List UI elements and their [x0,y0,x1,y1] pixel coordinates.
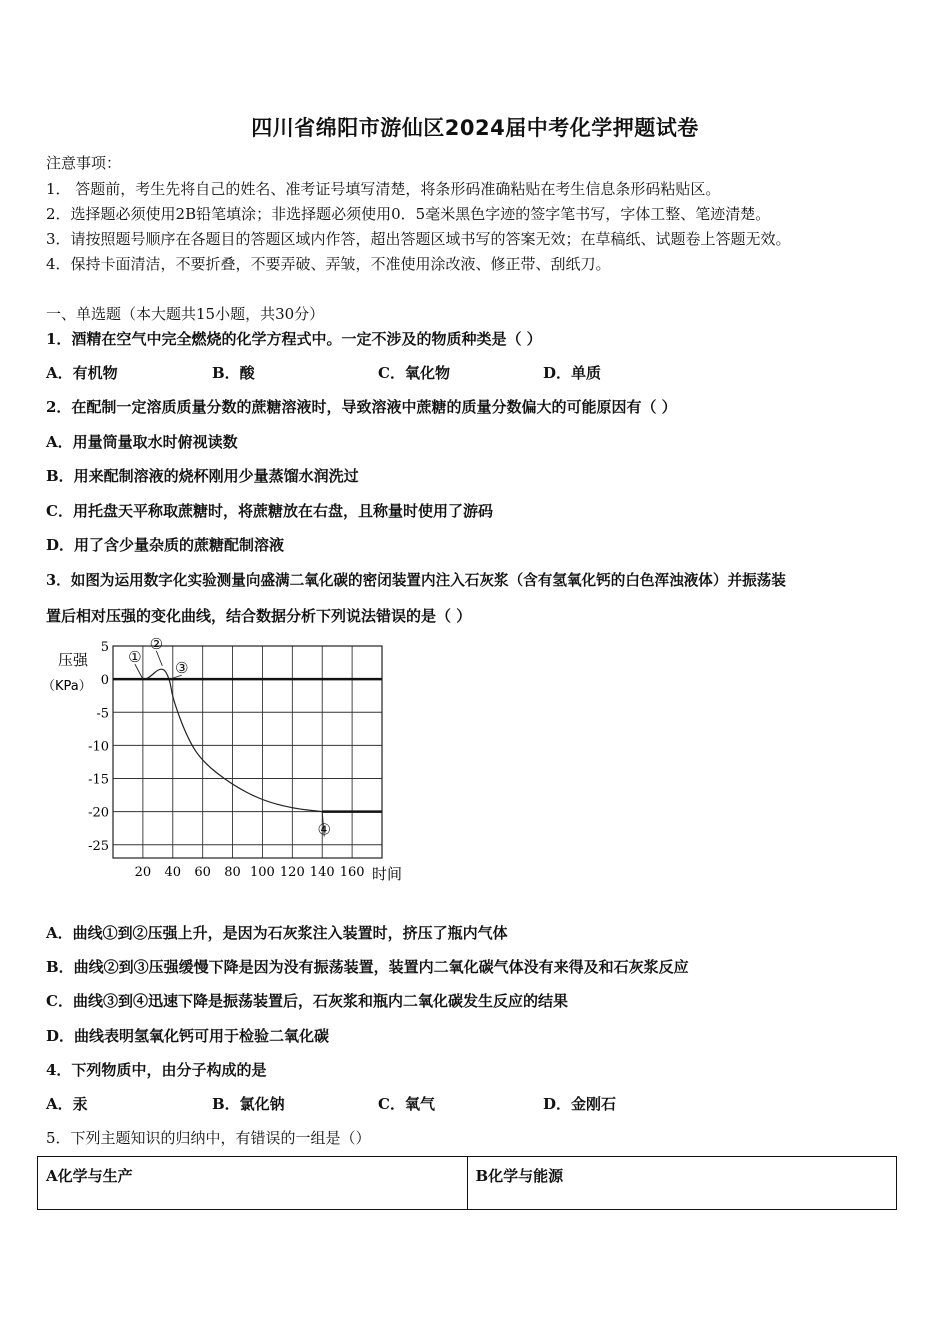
table-header-a: A化学与生产 [38,1157,468,1210]
plot-frame [113,646,382,858]
q4-option-d: D．金刚石 [543,1095,617,1113]
q4-stem: 4．下列物质中，由分子构成的是 [46,1061,267,1079]
notice-item: 2．选择题必须使用2B铅笔填涂；非选择题必须使用0．5毫米黑色字迹的签字笔书写，字体工整、笔迹清楚。 [46,205,771,223]
y-tick-label: 0 [100,673,109,689]
q1-option-c: C．氧化物 [378,364,450,382]
q2-stem: 2．在配制一定溶质质量分数的蔗糖溶液时，导致溶液中蔗糖的质量分数偏大的可能原因有（ ） [46,398,677,416]
chart-grid [113,646,382,858]
q2-option-d: D．用了含少量杂质的蔗糖配制溶液 [46,536,285,554]
q3-option-b: B．曲线②到③压强缓慢下降是因为没有振荡装置，装置内二氧化碳气体没有来得及和石灰浆反应 [46,958,689,976]
point-annotations [128,636,331,839]
x-tick-label: 40 [164,865,182,880]
q2-option-c: C．用托盘天平称取蔗糖时，将蔗糖放在右盘，且称量时使用了游码 [46,502,493,520]
x-tick-label: 120 [279,865,305,880]
q3-option-a: A．曲线①到②压强上升，是因为石灰浆注入装置时，挤压了瓶内气体 [46,924,508,942]
annotation-label: ④ [317,820,331,839]
x-tick-label: 60 [194,865,211,880]
q3-option-c: C．曲线③到④迅速下降是振荡装置后，石灰浆和瓶内二氧化碳发生反应的结果 [46,992,568,1010]
q2-option-b: B．用来配制溶液的烧杯刚用少量蒸馏水润洗过 [46,467,359,485]
table-row [38,1157,897,1210]
y-tick-label: -25 [88,838,109,854]
annotation-label: ① [128,648,142,667]
q5-table [37,1156,897,1210]
x-axis-label: 时间 [372,865,403,883]
y-axis-unit: （KPa） [42,679,92,694]
y-tick-label: -15 [88,772,109,788]
x-tick-label: 100 [250,865,275,880]
q5-stem: 5．下列主题知识的归纳中，有错误的一组是（） [46,1129,371,1147]
y-axis-label: 压强 [58,651,89,669]
chart-axes [113,646,382,858]
y-tick-label: -5 [96,706,109,722]
q4-option-a: A．汞 [46,1095,88,1113]
x-tick-label: 20 [134,865,152,880]
x-tick-label: 80 [224,865,241,880]
y-tick-label: -20 [88,805,109,821]
annotation-leader [135,664,143,679]
q4-option-b: B．氯化钠 [212,1095,285,1113]
y-tick-label: 5 [100,640,109,655]
x-tick-labels [135,865,365,880]
annotation-label: ② [149,636,164,653]
q3-stem-line1: 3．如图为运用数字化实验测量向盛满二氧化碳的密闭装置内注入石灰浆（含有氢氧化钙的白色浑浊液体）并振荡装 [46,572,786,589]
annotation-leader [156,651,162,666]
notice-item: 1． 答题前，考生先将自己的姓名、准考证号填写清楚，将条形码准确粘贴在考生信息条形码粘贴区。 [46,180,721,198]
x-tick-label: 160 [339,865,365,880]
annotation-label: ③ [175,659,189,678]
section-heading: 一、单选题（本大题共15小题，共30分） [46,305,325,323]
q1-option-d: D．单质 [543,364,602,382]
q1-option-b: B．酸 [212,364,255,382]
table-header-b: B化学与能源 [467,1157,897,1210]
y-tick-labels [88,640,109,854]
page-title: 四川省绵阳市游仙区2024届中考化学押题试卷 [251,116,699,140]
q3-stem-line2: 置后相对压强的变化曲线，结合数据分析下列说法错误的是（ ） [46,607,472,625]
notice-item: 3．请按照题号顺序在各题目的答题区域内作答，超出答题区域书写的答案无效；在草稿纸、试题卷上答题无效。 [46,230,791,248]
y-tick-label: -10 [88,739,109,755]
q1-stem: 1．酒精在空气中完全燃烧的化学方程式中。一定不涉及的物质种类是（ ） [46,330,542,348]
q1-option-a: A．有机物 [46,364,118,382]
q3-option-d: D．曲线表明氢氧化钙可用于检验二氧化碳 [46,1027,330,1045]
x-tick-label: 140 [309,865,335,880]
notice-heading: 注意事项： [46,154,122,172]
pressure-chart [40,636,420,886]
q4-option-c: C．氧气 [378,1095,435,1113]
notice-item: 4．保持卡面清洁，不要折叠，不要弄破、弄皱，不准使用涂改液、修正带、刮纸刀。 [46,255,611,273]
q2-option-a: A．用量筒量取水时俯视读数 [46,433,238,451]
